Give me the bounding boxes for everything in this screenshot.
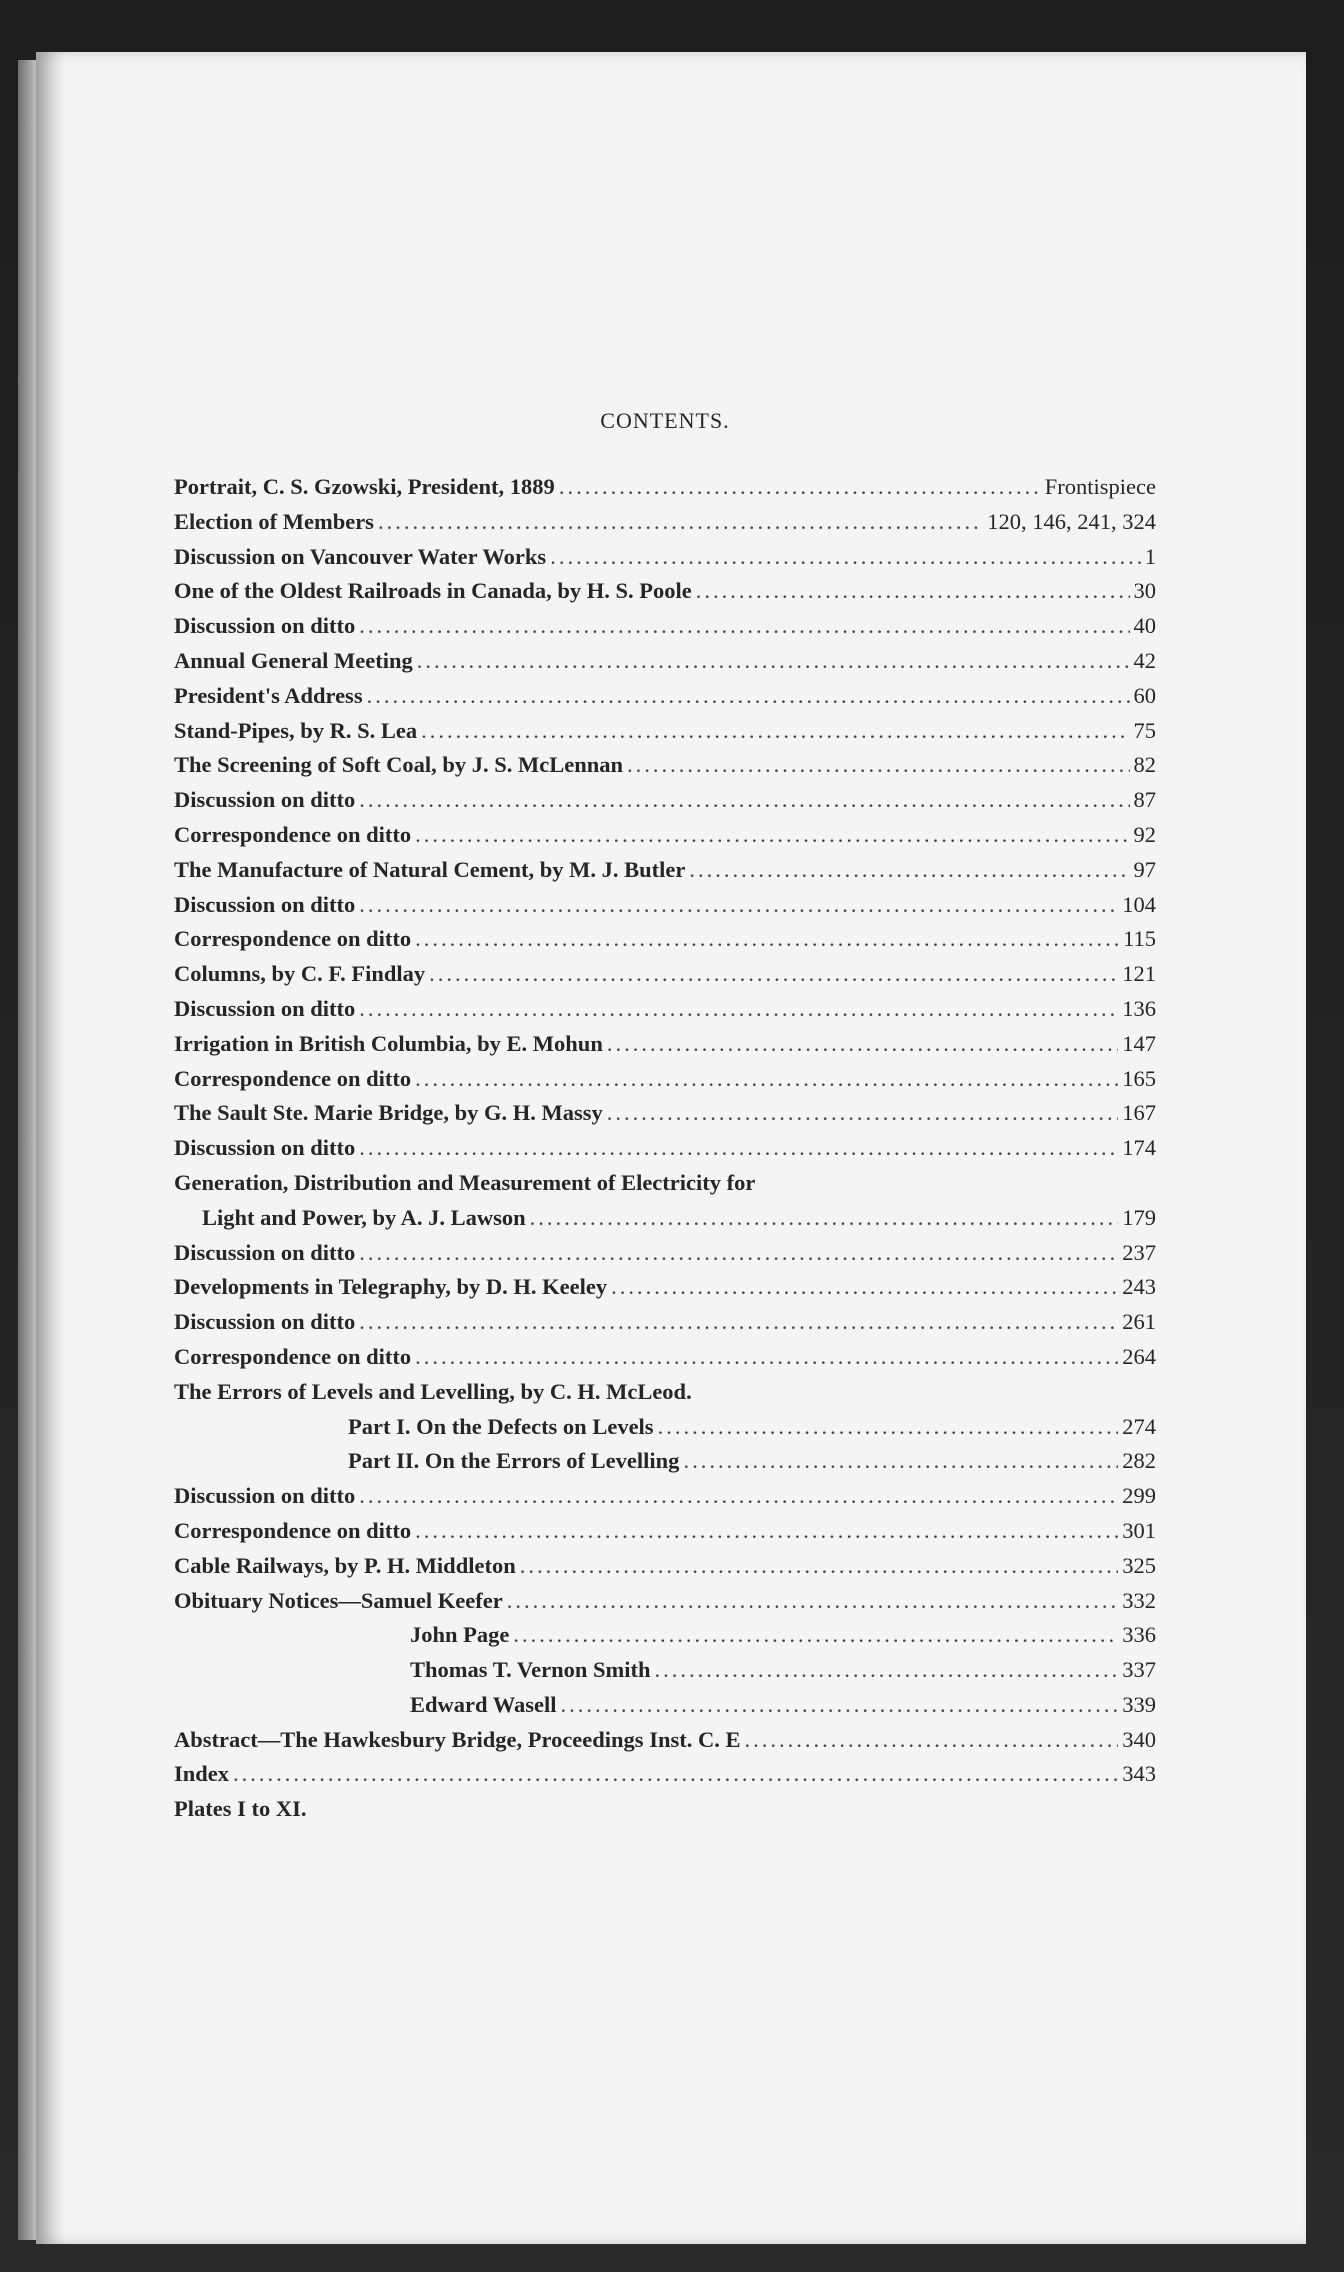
spine-shadow (36, 52, 66, 2244)
toc-entry-heading: Generation, Distribution and Measurement of Electricity for (174, 1169, 756, 1195)
toc-entry: The Sault Ste. Marie Bridge, by G. H. Massy ..... 167 (174, 1096, 1156, 1131)
toc-entry: Discussion on ditto ..... 299 (174, 1479, 1156, 1514)
toc-entry-portrait: Portrait, C. S. Gzowski, President, 1889 ..... Frontispiece (174, 470, 1156, 505)
toc-entry: Annual General Meeting ..... 42 (174, 644, 1156, 679)
toc-entry: Correspondence on ditto ..... 92 (174, 818, 1156, 853)
toc-entry-election: Election of Members ..... 120, 146, 241, 324 (174, 505, 1156, 540)
toc-entry: President's Address ..... 60 (174, 679, 1156, 714)
toc-entry-index: Index ..... 343 (174, 1757, 1156, 1792)
toc-entry: Abstract—The Hawkesbury Bridge, Proceedings Inst. C. E ..... 340 (174, 1723, 1156, 1758)
contents-heading: CONTENTS. (600, 408, 730, 433)
toc-entry: Correspondence on ditto ..... 264 (174, 1340, 1156, 1375)
toc-entry: The Screening of Soft Coal, by J. S. McLennan ..... 82 (174, 748, 1156, 783)
toc-entry: Irrigation in British Columbia, by E. Mohun ..... 147 (174, 1027, 1156, 1062)
toc-entry: One of the Oldest Railroads in Canada, by H. S. Poole ..... 30 (174, 574, 1156, 609)
toc-entry: Developments in Telegraphy, by D. H. Keeley ..... 243 (174, 1270, 1156, 1305)
toc-entry: Discussion on ditto ..... 237 (174, 1236, 1156, 1271)
toc-entry: Columns, by C. F. Findlay ..... 121 (174, 957, 1156, 992)
toc-entry: Discussion on ditto ..... 174 (174, 1131, 1156, 1166)
toc-entry: The Manufacture of Natural Cement, by M. J. Butler ..... 97 (174, 853, 1156, 888)
toc-entry-plates: Plates I to XI. (174, 1796, 307, 1822)
toc-entry-part-2: Part II. On the Errors of Levelling ..... 282 (174, 1444, 1156, 1479)
toc-entry-obituary: Thomas T. Vernon Smith ..... 337 (174, 1653, 1156, 1688)
toc-entry: Discussion on ditto ..... 104 (174, 888, 1156, 923)
toc-entry: Cable Railways, by P. H. Middleton ..... 325 (174, 1549, 1156, 1584)
toc-entry: Correspondence on ditto ..... 165 (174, 1062, 1156, 1097)
toc-entry-obituary: Edward Wasell ..... 339 (174, 1688, 1156, 1723)
toc-entry: Correspondence on ditto ..... 115 (174, 922, 1156, 957)
toc-entry: Light and Power, by A. J. Lawson ..... 179 (174, 1201, 1156, 1236)
toc-entry: Discussion on ditto ..... 40 (174, 609, 1156, 644)
toc-entry: Discussion on ditto ..... 261 (174, 1305, 1156, 1340)
toc-entry: Correspondence on ditto ..... 301 (174, 1514, 1156, 1549)
toc-entry: Stand-Pipes, by R. S. Lea ..... 75 (174, 714, 1156, 749)
book-page (36, 52, 1306, 2244)
toc-entry-part-1: Part I. On the Defects on Levels ..... 274 (174, 1410, 1156, 1445)
toc-entry: Discussion on ditto ..... 136 (174, 992, 1156, 1027)
toc-entry-obituary: Obituary Notices—Samuel Keefer ..... 332 (174, 1584, 1156, 1619)
toc-entry-heading: The Errors of Levels and Levelling, by C. H. McLeod. (174, 1378, 692, 1404)
table-of-contents (174, 408, 1156, 1827)
toc-entry: Discussion on Vancouver Water Works ..... 1 (174, 540, 1156, 575)
toc-entry: Discussion on ditto ..... 87 (174, 783, 1156, 818)
toc-entry-obituary: John Page ..... 336 (174, 1618, 1156, 1653)
